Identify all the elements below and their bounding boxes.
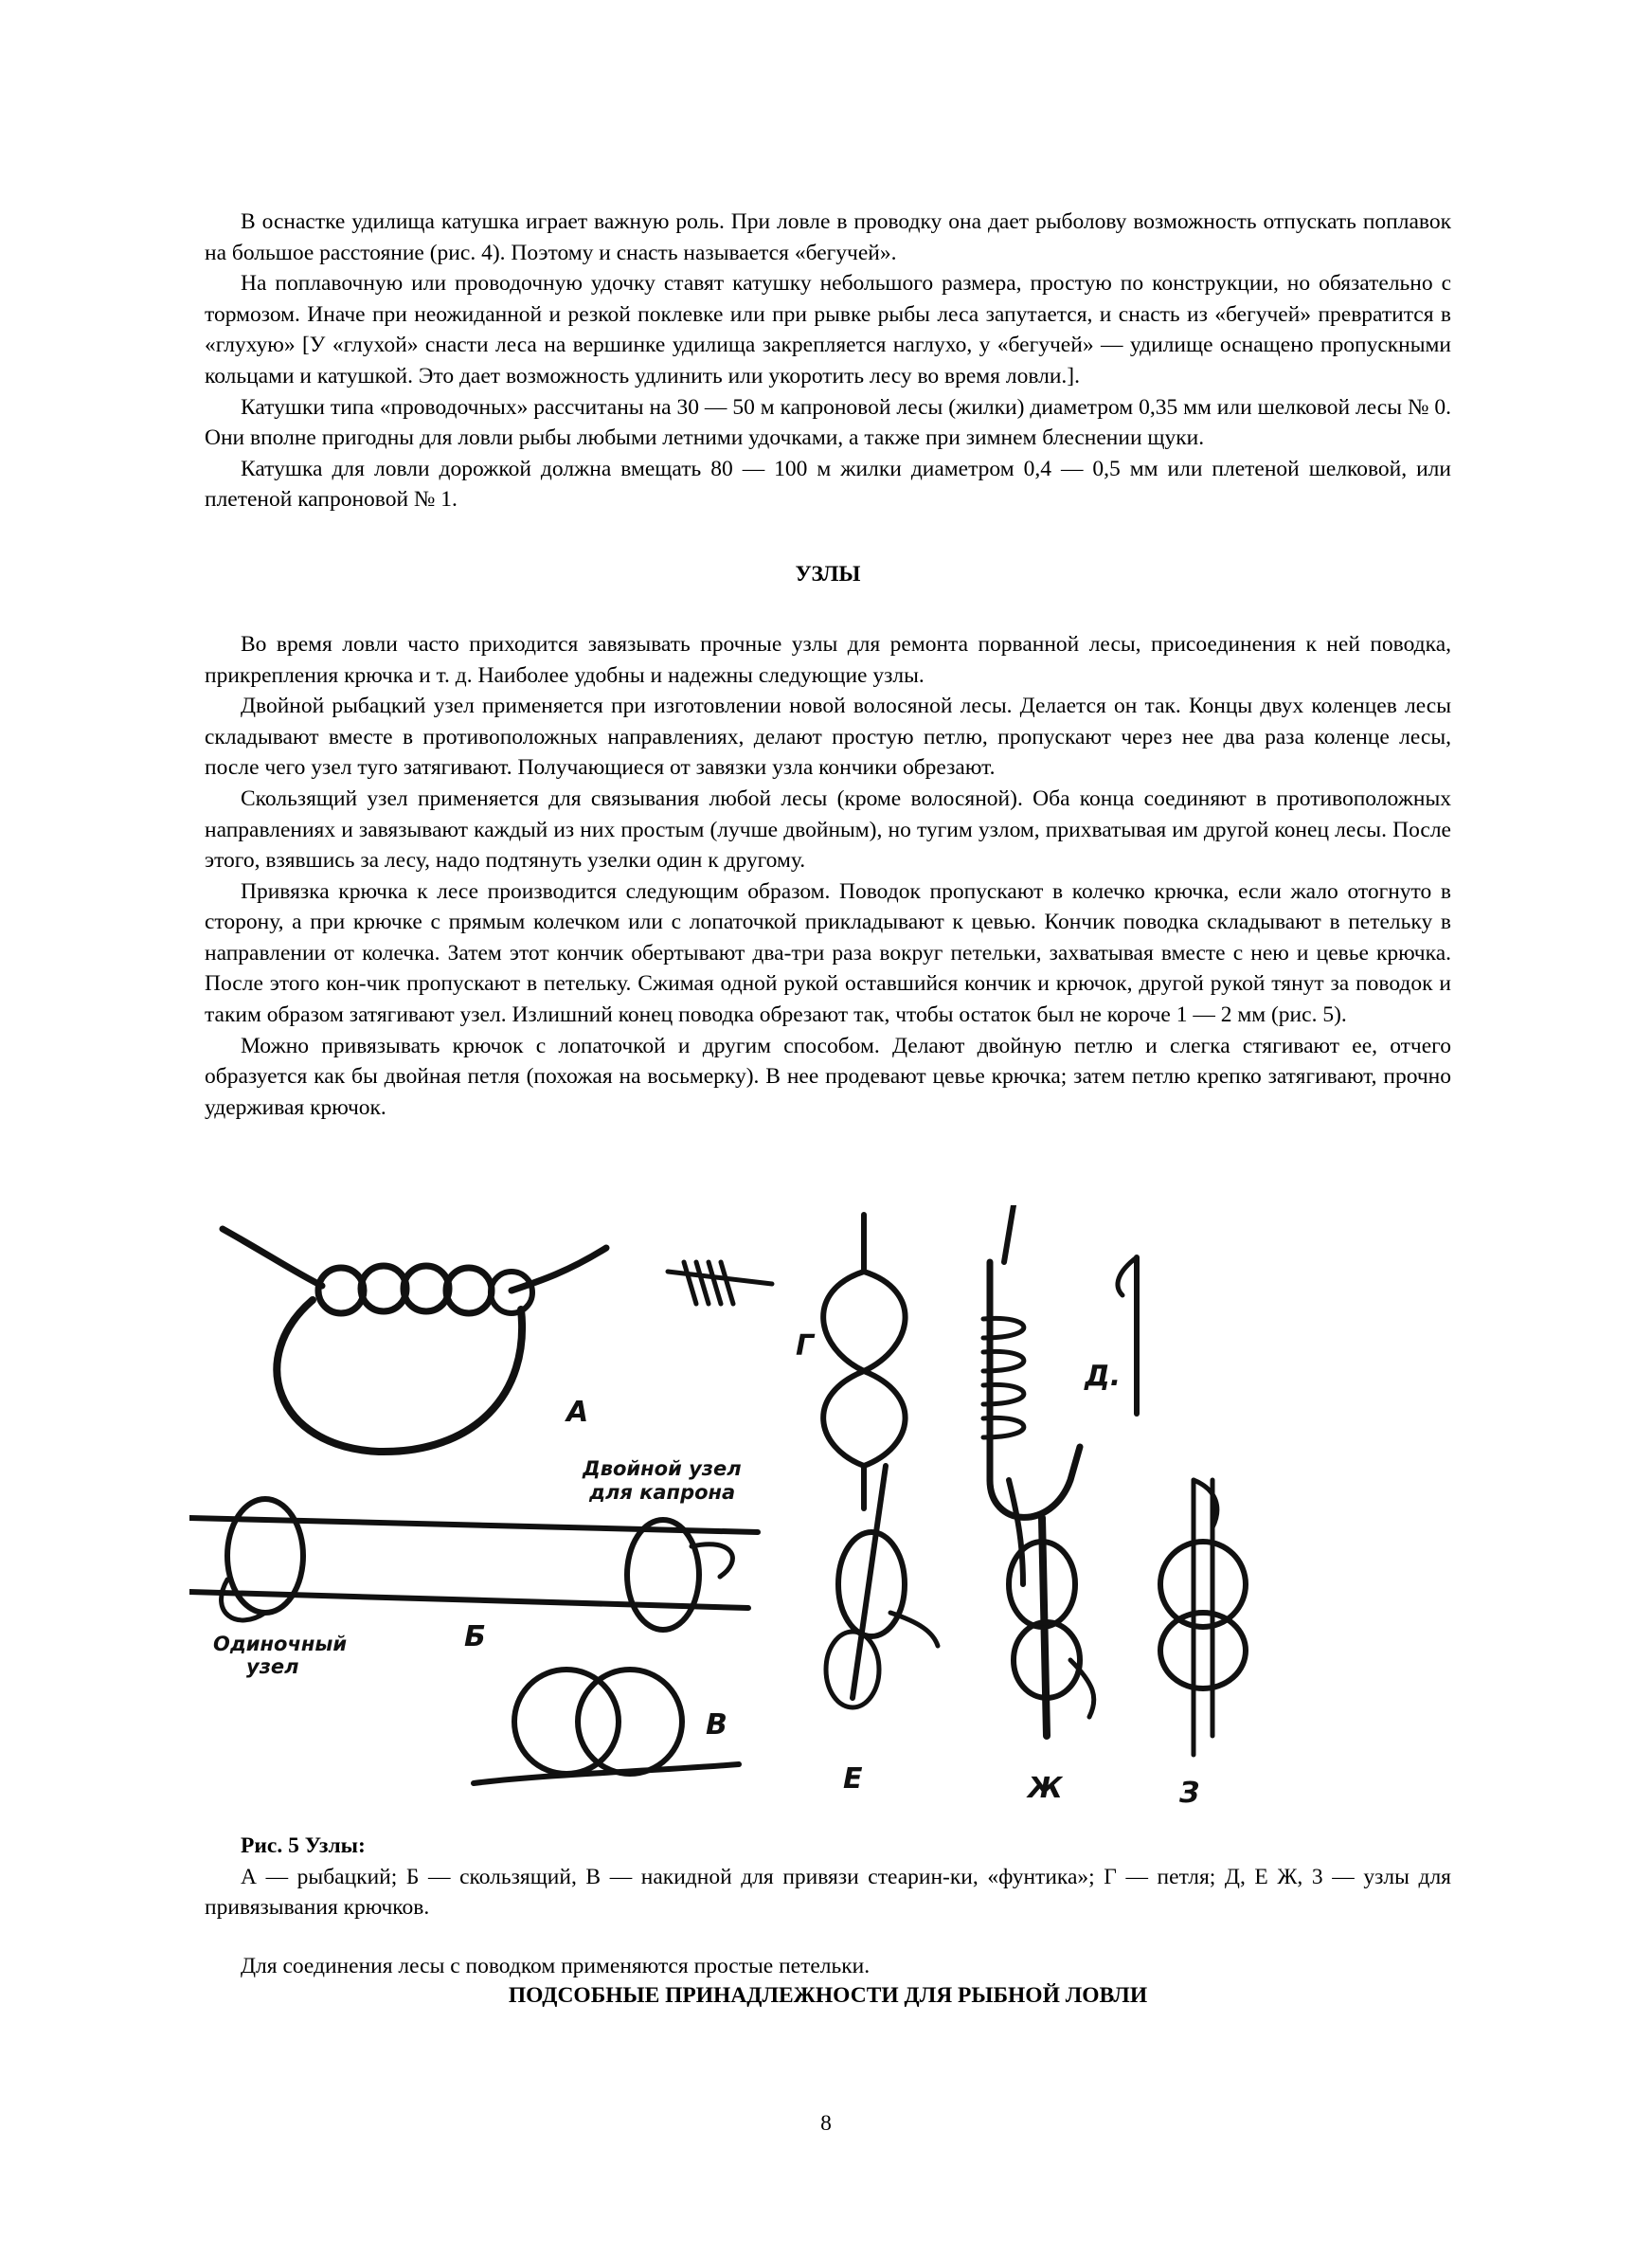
knots-paragraph: Привязка крючка к лесе производится следующим образом. Поводок пропускают в колечко крючка, если жало отогнуто в сторону, а при крючке с прямым колечком или с лопаточкой прикладывают к цевью. Кончик поводка складывают в петельку в направлении от колечка. Затем этот кончик обертывают два-три раза вокруг петельки, захватывая вместе с нею и цевье крючка. После этого кон-чик пропускают в петельку. Сжимая одной рукой оставшийся кончик и крючок, другой рукой тянут за поводок и таким образом затягивают узел. Излишний конец поводка обрезают так, чтобы остаток был не короче 1 — 2 мм (рис. 5). xyxy=(205,878,1451,1028)
intro-paragraph: На поплавочную или проводочную удочку ставят катушку небольшого размера, простую по конструкции, но обязательно с тормозом. Иначе при неожиданной и резкой поклевке или при рывке рыбы леса запутается, и снасть из «бегучей» превратится в «глухую» [У «глухой» снасти леса на вершинке удилища закрепляется наглухо, у «бегучей» — удилище оснащено пропускными кольцами и катушкой. Это дает возможность удлинить или укоротить лесу во время ловли.]. xyxy=(205,271,1451,388)
label-single-knot-1: Одиночный xyxy=(213,1633,348,1655)
figure-caption xyxy=(205,1831,1451,1923)
sliding-knot-icon xyxy=(189,1499,758,1630)
knots-paragraph: Двойной рыбацкий узел применяется при изготовлении новой волосяной лесы. Делается он так. Концы двух коленцев лесы складывают вместе в противоположных направлениях, делают простую петлю, пропускают через нее два раза коленце лесы, после чего узел туго затягивают. Получающиеся от завязки узла кончики обрезают. xyxy=(205,694,1451,781)
hook-knot-e-icon xyxy=(826,1466,938,1707)
page-number: 8 xyxy=(820,2111,832,2136)
label-zh: Ж xyxy=(1028,1772,1063,1805)
label-e: Е xyxy=(843,1762,863,1796)
hook-knot-z-icon xyxy=(1160,1480,1246,1755)
caption-title: Рис. 5 Узлы: xyxy=(241,1833,366,1858)
label-b: Б xyxy=(464,1620,486,1653)
sliding-knot-detail-icon xyxy=(668,1262,772,1304)
section-heading-knots: УЗЛЫ xyxy=(795,561,861,587)
label-a: А xyxy=(566,1396,589,1429)
section-heading-accessories: ПОДСОБНЫЕ ПРИНАДЛЕЖНОСТИ ДЛЯ РЫБНОЙ ЛОВЛИ xyxy=(508,1983,1148,2008)
closing-paragraph: Для соединения лесы с поводком применяются простые петельки. xyxy=(241,1954,871,1978)
page-content xyxy=(205,207,1451,1123)
label-double-knot-1: Двойной узел xyxy=(583,1457,742,1480)
intro-paragraph: В оснастке удилища катушка играет важную роль. При ловле в проводку она дает рыболову возможность отпускать поплавок на большое расстояние (рис. 4). Поэтому и снасть называется «бегучей». xyxy=(205,209,1451,265)
label-z: З xyxy=(1179,1777,1200,1810)
knots-section xyxy=(205,629,1451,1124)
label-d: Д. xyxy=(1085,1360,1122,1393)
knots-paragraph: Скользящий узел применяется для связывания любой лесы (кроме волосяной). Оба конца соединяют в противоположных направлениях и завязывают каждый из них простым (лучше двойным), но тугим узлом, прихватывая им другой конец лесы. После этого, взявшись за лесу, надо подтянуть узелки один к другому. xyxy=(205,785,1451,874)
label-g: Г xyxy=(796,1329,815,1363)
knots-paragraph: Можно привязывать крючок с лопаточкой и другим способом. Делают двойную петлю и слегка стягивают ее, отчего образуется как бы двойная петля (похожая на восьмерку). В нее продевают цевье крючка; затем петлю крепко затягивают, прочно удерживая крючок. xyxy=(205,1033,1451,1120)
label-double-knot-2: для капрона xyxy=(589,1481,736,1504)
loop-pair-icon xyxy=(474,1670,739,1783)
knots-illustration xyxy=(189,1205,1459,1826)
knots-figure xyxy=(189,1205,1459,1826)
loop-knot-icon xyxy=(823,1215,905,1508)
caption-text: А — рыбацкий; Б — скользящий, В — накидной для привязи стеарин-ки, «фунтика»; Г — петля; Д, Е Ж, 3 — узлы для привязывания крючков. xyxy=(205,1864,1451,1921)
intro-paragraph: Катушка для ловли дорожкой должна вмещать 80 — 100 м жилки диаметром 0,4 — 0,5 мм или плетеной шелковой, или плетеной капроновой № 1. xyxy=(205,456,1451,513)
intro-paragraph: Катушки типа «проводочных» рассчитаны на 30 — 50 м капроновой лесы (жилки) диаметром 0,35 мм или шелковой лесы № 0. Они вполне пригодны для ловли рыбы любыми летними удочками, а также при зимнем блеснении щуки. xyxy=(205,394,1451,451)
intro-section xyxy=(205,207,1451,515)
label-v: В xyxy=(706,1708,727,1742)
knots-paragraph: Во время ловли часто приходится завязывать прочные узлы для ремонта порванной лесы, присоединения к ней поводка, прикрепления крючка и т. д. Наиболее удобны и надежны следующие узлы. xyxy=(205,631,1451,688)
label-single-knot-2: узел xyxy=(246,1655,299,1678)
fisherman-knot-icon xyxy=(223,1229,606,1452)
